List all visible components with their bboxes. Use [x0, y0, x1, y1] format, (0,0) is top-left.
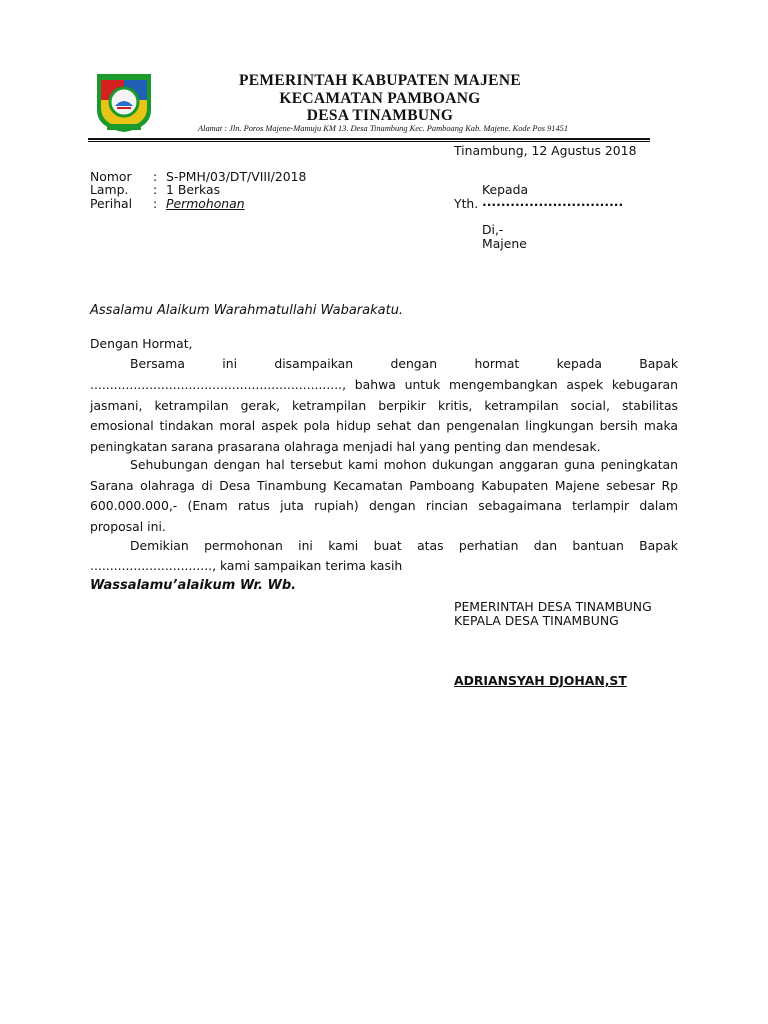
word: atas [417, 538, 444, 553]
salutation: Dengan Hormat, [90, 336, 193, 351]
header-village: DESA TINAMBUNG [306, 107, 454, 124]
header-government: PEMERINTAH KABUPATEN MAJENE [239, 72, 521, 89]
meta-lamp-sep: : [153, 182, 158, 197]
header-divider [88, 138, 650, 140]
paragraph-3: ..............................., kami sampaikan terima kasih [90, 558, 403, 573]
closing: Wassalamu’alaikum Wr. Wb. [90, 578, 297, 593]
majene-regency-emblem-icon [93, 70, 155, 134]
meta-nomor-label: Nomor [90, 169, 132, 184]
paragraph-1-first-line [130, 356, 678, 371]
meta-lamp-value: 1 Berkas [166, 182, 221, 197]
signature-name: ADRIANSYAH DJOHAN,ST [454, 673, 627, 688]
meta-perihal-sep: : [153, 196, 158, 211]
meta-perihal-value: Permohonan [166, 196, 245, 211]
word: kami [328, 538, 359, 553]
word: Bapak [639, 538, 678, 553]
header-address: Alamat : Jln. Poros Majene-Mamuju KM 13. Desa Tinambung Kec. Pamboang Kab. Majene. Kode Pos 91451 [198, 124, 569, 133]
paragraph-2: Sehubungan dengan hal tersebut kami mohon dukungan anggaran guna peningkatan Sarana olahraga di Desa Tinambung Kecamatan Pamboang Kabupaten Majene sebesar Rp 600.000.000,- (Enam ratus juta rupiah) dengan rincian sebagaimana terlampir dalam proposal ini. [90, 457, 678, 534]
word: perhatian [458, 538, 519, 553]
meta-lamp-label: Lamp. [90, 182, 129, 197]
word: ini [222, 356, 238, 371]
word: permohonan [204, 538, 283, 553]
header-divider-thin [88, 141, 650, 142]
word: Bapak [639, 356, 678, 371]
recipient-kepada: Kepada [482, 182, 529, 197]
word: kepada [556, 356, 602, 371]
word: hormat [474, 356, 520, 371]
word: Bersama [130, 356, 185, 371]
signature-org: PEMERINTAH DESA TINAMBUNG [454, 599, 652, 614]
word: dengan [390, 356, 438, 371]
recipient-city: Majene [482, 236, 527, 251]
paragraph-3-first-line [130, 538, 678, 553]
recipient-yth: Yth. [454, 196, 479, 211]
recipient-dots: .............................. [482, 194, 624, 209]
word: Demikian [130, 538, 189, 553]
word: bantuan [572, 538, 624, 553]
paragraph-1: ................................................................, bahwa untuk mengembangkan aspek kebugaran jasmani, ketrampilan gerak, ketrampilan berpikir kritis, ketrampilan social, stabilitas emosional tindakan moral aspek pola hidup sehat dan pengenalan lingkungan bersih maka peningkatan sarana prasarana olahraga menjadi hal yang penting dan mendesak. [90, 377, 678, 454]
word: dan [533, 538, 558, 553]
meta-nomor-sep: : [153, 169, 158, 184]
word: disampaikan [274, 356, 354, 371]
letter-date: Tinambung, 12 Agustus 2018 [454, 143, 637, 158]
recipient-di: Di,- [482, 222, 504, 237]
greeting: Assalamu Alaikum Warahmatullahi Wabarakatu. [90, 303, 404, 318]
signature-title: KEPALA DESA TINAMBUNG [454, 613, 619, 628]
word: buat [373, 538, 402, 553]
word: ini [298, 538, 313, 553]
meta-nomor-value: S-PMH/03/DT/VIII/2018 [166, 169, 307, 184]
header-district: KECAMATAN PAMBOANG [279, 90, 481, 107]
meta-perihal-label: Perihal [90, 196, 133, 211]
